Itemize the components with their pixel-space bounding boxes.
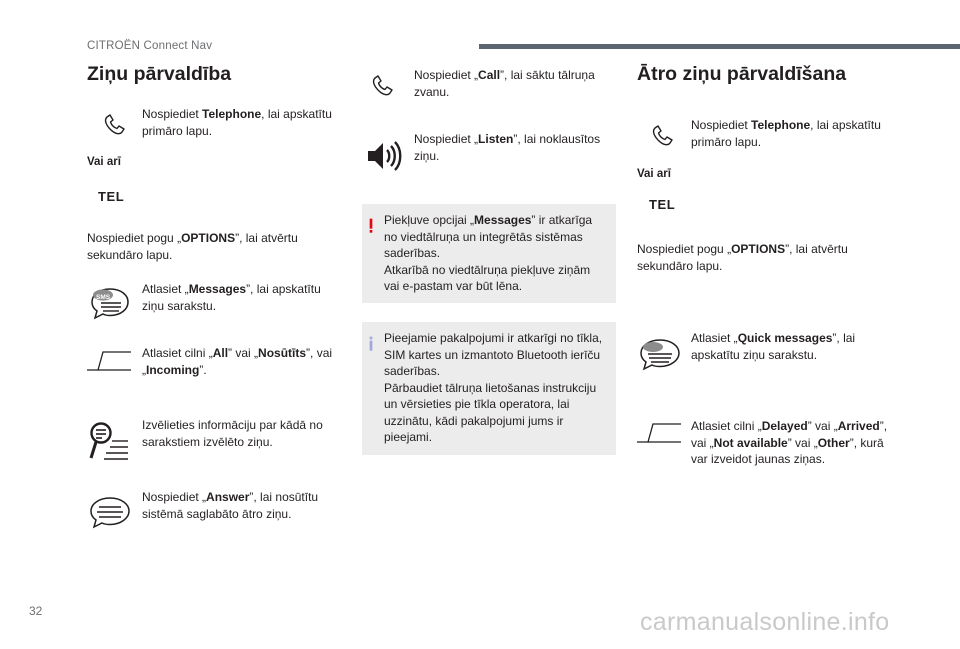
step-listen: Nospiediet „Listen”, lai noklausītos ziņu. xyxy=(414,132,601,163)
phone-icon xyxy=(650,124,674,148)
or-label: Vai arī xyxy=(87,156,121,168)
options-instruction: Nospiediet pogu „OPTIONS”, lai atvērtu sekundāro lapu. xyxy=(87,231,298,262)
sms-label: SMS xyxy=(96,294,111,301)
step-select-info: Izvēlieties informāciju par kādā no sarakstiem izvēlēto ziņu. xyxy=(142,418,323,449)
warning-icon xyxy=(369,215,373,237)
message-bubble-icon xyxy=(638,337,682,371)
sms-message-icon xyxy=(88,285,132,321)
step-call: Nospiediet „Call”, lai sāktu tālruņa zvanu. xyxy=(414,68,595,99)
or-label-right: Vai arī xyxy=(637,168,671,180)
warning-text: Piekļuve opcijai „Messages” ir atkarīga no viedtālruņa un integrētās sistēmas saderības. Atkarībā no viedtālruņa piekļuve ziņām vai e-pastam var būt lēna. xyxy=(384,213,593,293)
tel-button-label-right: TEL xyxy=(649,197,676,212)
section-title-quick-messages: Ātro ziņu pārvaldīšana xyxy=(637,63,847,85)
step-tabs: Atlasiet cilni „All” vai „Nosūtīts”, vai „Incoming”. xyxy=(142,346,333,377)
tel-button-label: TEL xyxy=(98,189,125,204)
phone-icon xyxy=(102,113,126,137)
options-instruction-right: Nospiediet pogu „OPTIONS”, lai atvērtu sekundāro lapu. xyxy=(637,242,848,273)
page-number: 32 xyxy=(29,604,43,618)
step-telephone: Nospiediet Telephone, lai apskatītu primāro lapu. xyxy=(142,107,332,138)
speaker-icon xyxy=(366,140,402,172)
message-bubble-icon xyxy=(88,496,132,530)
watermark: carmanualsonline.info xyxy=(640,608,890,636)
info-icon xyxy=(369,333,373,355)
step-messages: Atlasiet „Messages”, lai apskatītu ziņu sarakstu. xyxy=(142,282,321,313)
step-answer: Nospiediet „Answer”, lai nosūtītu sistēmā saglabāto ātro ziņu. xyxy=(142,490,319,521)
step-tabs-right: Atlasiet cilni „Delayed” vai „Arrived”, vai „Not available” vai „Other”, kurā var izveidot jaunas ziņas. xyxy=(691,419,888,466)
tab-icon xyxy=(636,422,682,444)
phone-icon xyxy=(370,74,394,98)
step-telephone-right: Nospiediet Telephone, lai apskatītu primāro lapu. xyxy=(691,118,881,149)
section-title-messages: Ziņu pārvaldība xyxy=(87,63,232,85)
step-quick-messages: Atlasiet „Quick messages”, lai apskatītu ziņu sarakstu. xyxy=(691,331,856,362)
search-list-icon xyxy=(88,420,130,462)
brand-title: CITROËN Connect Nav xyxy=(87,40,213,52)
info-text: Pieejamie pakalpojumi ir atkarīgi no tīkla, SIM kartes un izmantoto Bluetooth ierīču saderības. Pārbaudiet tālruņa lietošanas instrukciju un vērsieties pie tīkla operatora, lai uzzinātu, kādi pakalpojumi jums ir pieejami. xyxy=(384,331,603,444)
header-bar xyxy=(479,44,960,49)
warning-note xyxy=(362,204,616,303)
info-note xyxy=(362,322,616,455)
tab-icon xyxy=(86,350,132,372)
